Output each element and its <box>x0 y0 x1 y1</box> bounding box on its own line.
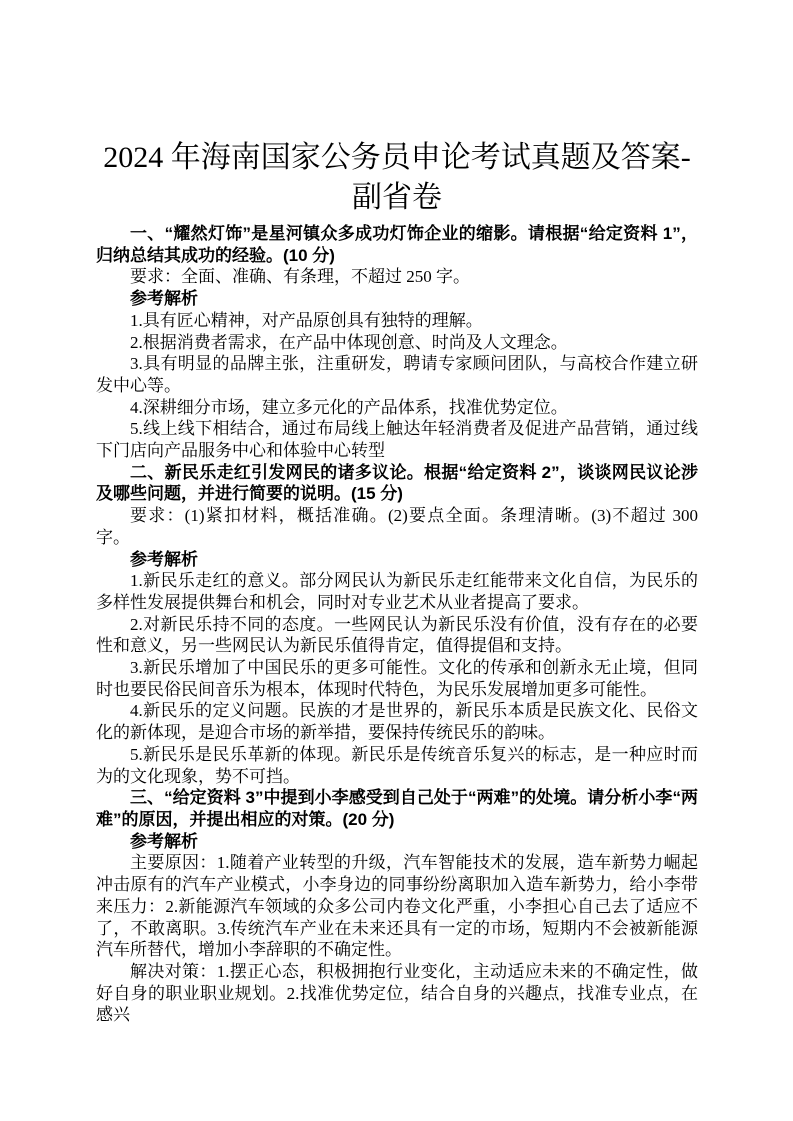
answer-paragraph: 3.具有明显的品牌主张，注重研发，聘请专家顾问团队，与高校合作建立研发中心等。 <box>96 354 698 395</box>
question-1-analysis-heading: 参考解析 <box>130 289 198 309</box>
answer-paragraph: 4.深耕细分市场，建立多元化的产品体系，找准优势定位。 <box>130 397 568 417</box>
title-line-2: 副省卷 <box>352 181 442 214</box>
answer-paragraph: 5.新民乐是民乐革新的体现。新民乐是传统音乐复兴的标志，是一种应时而为的文化现象，势不可挡。 <box>96 744 698 786</box>
question-2-requirements: 要求：(1)紧扣材料，概括准确。(2)要点全面。条理清晰。(3)不超过 300 字。 <box>96 506 698 547</box>
question-1-requirements: 要求：全面、准确、有条理，不超过 250 字。 <box>130 267 470 287</box>
answer-paragraph: 2.根据消费者需求，在产品中体现创意、时尚及人文理念。 <box>130 332 568 352</box>
section-question-1 <box>96 223 698 462</box>
question-1-text: 一、“耀然灯饰”是星河镇众多成功灯饰企业的缩影。请根据“给定资料 1”，归纳总结其成功的经验。(10 分) <box>96 224 698 265</box>
answer-paragraph: 4.新民乐的定义问题。民族的才是世界的，新民乐本质是民族文化、民俗文化的新体现，是迎合市场的新举措，要保持传统民乐的韵味。 <box>96 701 698 743</box>
question-2-analysis-heading: 参考解析 <box>130 549 198 569</box>
section-question-2 <box>96 462 698 788</box>
title-line-1: 2024 年海南国家公务员申论考试真题及答案- <box>103 141 691 174</box>
answer-paragraph: 5.线上线下相结合，通过布局线上触达年轻消费者及促进产品营销，通过线下门店向产品服务中心和体验中心转型 <box>96 419 698 461</box>
question-3-analysis-heading: 参考解析 <box>130 831 198 851</box>
answer-paragraph: 主要原因：1.随着产业转型的升级，汽车智能技术的发展，造车新势力崛起冲击原有的汽车产业模式，小李身边的同事纷纷离职加入造车新势力，给小李带来压力：2.新能源汽车领域的众多公司内卷文化严重，小李担心自己去了适应不了，不敢离职。3.传统汽车产业在未来还具有一定的市场，短期内不会被新能源汽车所替代，增加小李辞职的不确定性。 <box>96 853 698 960</box>
answer-paragraph: 1.具有匠心精神，对产品原创具有独特的理解。 <box>130 310 483 330</box>
answer-paragraph: 1.新民乐走红的意义。部分网民认为新民乐走红能带来文化自信，为民乐的多样性发展提供舞台和机会，同时对专业艺术从业者提高了要求。 <box>96 571 698 612</box>
question-2-text: 二、新民乐走红引发网民的诸多议论。根据“给定资料 2”，谈谈网民议论涉及哪些问题，并进行简要的说明。(15 分) <box>96 462 698 504</box>
answer-paragraph: 2.对新民乐持不同的态度。一些网民认为新民乐没有价值，没有存在的必要性和意义，另一些网民认为新民乐值得肯定，值得提倡和支持。 <box>96 614 698 656</box>
question-3-text: 三、“给定资料 3”中提到小李感受到自己处于“两难”的处境。请分析小李“两难”的原因，并提出相应的对策。(20 分) <box>96 788 698 829</box>
document-title <box>96 138 698 218</box>
answer-paragraph: 解决对策：1.摆正心态，积极拥抱行业变化，主动适应未来的不确定性，做好自身的职业职业规划。2.找准优势定位，结合自身的兴趣点，找准专业点，在感兴 <box>96 961 698 1025</box>
section-question-3 <box>96 787 698 1026</box>
answer-paragraph: 3.新民乐增加了中国民乐的更多可能性。文化的传承和创新永无止境，但同时也要民俗民间音乐为根本，体现时代特色，为民乐发展增加更多可能性。 <box>96 658 698 699</box>
